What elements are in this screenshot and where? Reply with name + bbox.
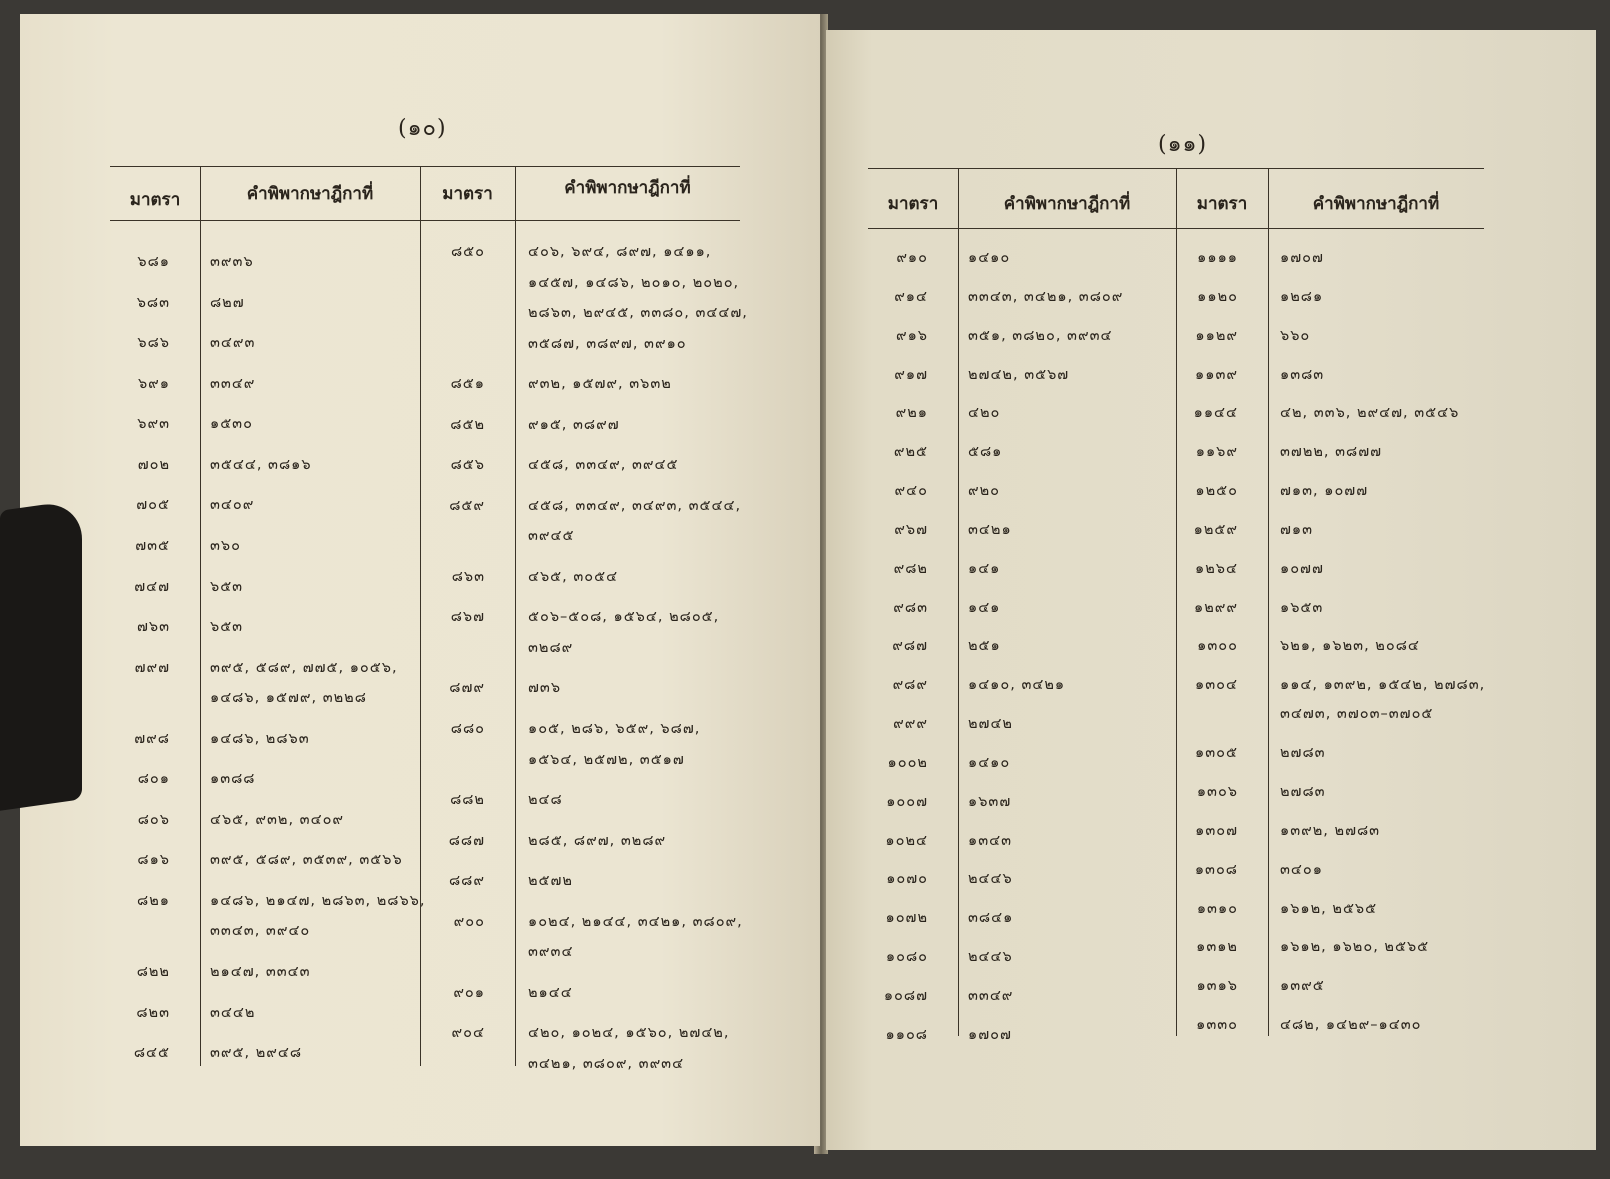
header-judgment: คำพิพากษาฎีกาที่: [1003, 194, 1131, 214]
section-number: ๘๕๒: [450, 416, 485, 433]
section-number: ๙๘๙: [892, 677, 928, 694]
section-number: ๑๓๐๘: [1194, 861, 1238, 878]
section-number: ๙๒๕: [893, 444, 928, 461]
judgment-numbers: ๔๕๘, ๓๓๔๙, ๓๙๔๕: [528, 457, 679, 474]
column-divider: [1268, 168, 1269, 1036]
judgment-numbers: ๑๗๐๗: [1280, 250, 1324, 266]
judgment-numbers: ๙๑๕, ๓๘๙๗: [528, 416, 620, 433]
section-number: ๑๓๑๐: [1196, 900, 1238, 917]
section-number: ๘๒๑: [137, 892, 170, 909]
section-number: ๑๐๘๗: [883, 987, 928, 1004]
section-number: ๘๒๒: [136, 964, 170, 981]
judgment-numbers: ๓๙๕, ๕๘๙, ๓๕๓๙, ๓๕๖๖: [210, 852, 403, 869]
section-number: ๑๓๐๖: [1196, 784, 1238, 801]
judgment-numbers: ๑๔๑: [968, 599, 1001, 616]
section-number: ๑๐๒๔: [885, 832, 928, 849]
section-number: ๑๐๐๗: [886, 793, 928, 810]
judgment-numbers: ๑๑๔, ๑๓๙๒, ๑๕๔๒, ๒๗๘๓,: [1280, 677, 1486, 694]
section-number: ๗๖๓: [136, 619, 170, 636]
section-number: ๙๑๔: [894, 288, 928, 305]
section-number: ๑๐๗๒: [885, 910, 928, 927]
judgment-numbers: ๖๕๓: [210, 578, 244, 595]
judgment-numbers: ๒๔๘: [528, 792, 563, 809]
section-number: ๑๑๒๐: [1197, 288, 1238, 305]
column-divider: [200, 166, 201, 1066]
section-number: ๑๐๗๐: [886, 871, 928, 888]
header-judgment: คำพิพากษาฎีกาที่: [564, 178, 691, 198]
judgment-numbers: ๔๕๘, ๓๓๔๙, ๓๔๙๓, ๓๕๔๔,: [528, 497, 742, 514]
judgment-numbers: ๓๙๕, ๒๙๔๘: [210, 1045, 303, 1062]
section-number: ๙๑๐: [896, 250, 928, 266]
section-number: ๖๙๓: [137, 416, 170, 433]
section-number: ๘๕๑: [450, 376, 485, 393]
judgment-numbers: ๓๙๓๔: [528, 944, 574, 961]
section-number: ๘๘๐: [450, 721, 485, 738]
judgment-numbers: ๓๗๒๒, ๓๘๗๗: [1280, 444, 1383, 461]
page-number: (๑๐): [398, 116, 447, 141]
section-number: ๘๔๕: [133, 1045, 170, 1062]
header-judgment: คำพิพากษาฎีกาที่: [246, 184, 374, 204]
section-number: ๑๓๑๒: [1196, 939, 1238, 956]
right-page: [826, 30, 1596, 1150]
judgment-numbers: ๑๔๕๗, ๑๔๘๖, ๒๐๑๐, ๒๐๒๐,: [528, 274, 740, 291]
judgment-numbers: ๑๔๘๖, ๒๘๖๓: [210, 730, 310, 747]
section-number: ๘๐๖: [137, 811, 170, 828]
judgment-numbers: ๒๑๔๔: [528, 984, 573, 1001]
judgment-numbers: ๖๒๑, ๑๖๒๓, ๒๐๘๔: [1280, 638, 1420, 655]
judgment-numbers: ๔๒, ๓๓๖, ๒๙๔๗, ๓๕๔๖: [1280, 405, 1460, 422]
section-number: ๑๓๐๗: [1195, 822, 1238, 839]
section-number: ๗๓๕: [135, 537, 170, 554]
judgment-numbers: ๙๒๐: [968, 483, 1001, 500]
judgment-numbers: ๒๗๔๒, ๓๕๖๗: [968, 366, 1070, 383]
judgment-numbers: ๒๗๔๒: [968, 716, 1013, 733]
section-number: ๑๒๖๔: [1195, 560, 1238, 577]
judgment-numbers: ๑๖๕๓: [1280, 599, 1324, 616]
section-number: ๑๓๐๕: [1195, 745, 1238, 762]
judgment-numbers: ๑๒๘๑: [1280, 288, 1324, 305]
judgment-numbers: ๔๐๖, ๖๙๔, ๘๙๗, ๑๔๑๑,: [528, 244, 712, 260]
section-number: ๑๒๕๙: [1193, 521, 1238, 538]
section-number: ๗๔๗: [134, 578, 170, 595]
judgment-numbers: ๑๐๕, ๒๘๖, ๖๕๙, ๖๘๗,: [528, 721, 701, 738]
judgment-numbers: ๑๓๔๓: [968, 832, 1013, 849]
section-number: ๙๐๑: [453, 984, 485, 1001]
judgment-numbers: ๓๓๔๙: [968, 987, 1014, 1004]
left-page: [20, 14, 820, 1146]
header-section: มาตรา: [887, 194, 939, 214]
judgment-numbers: ๒๕๗๒: [528, 873, 573, 890]
judgment-numbers: ๑๖๑๒, ๒๕๖๕: [1280, 900, 1378, 917]
header-section: มาตรา: [129, 190, 181, 210]
judgment-numbers: ๔๒๐: [968, 405, 1001, 422]
section-number: ๑๑๐๘: [885, 1026, 928, 1043]
section-number: ๖๘๖: [137, 335, 170, 352]
column-divider: [958, 168, 959, 1036]
judgment-numbers: ๙๓๒, ๑๕๗๙, ๓๖๓๒: [528, 376, 672, 393]
judgment-numbers: ๓๙๕, ๕๘๙, ๗๗๕, ๑๐๕๖,: [210, 659, 398, 676]
judgment-numbers: ๖๖๐: [1280, 327, 1311, 344]
judgment-numbers: ๒๗๘๓: [1280, 784, 1326, 801]
judgment-numbers: ๗๓๖: [528, 680, 562, 697]
judgment-numbers: ๓๔๒๑: [968, 521, 1012, 538]
section-number: ๑๒๕๐: [1195, 483, 1238, 500]
section-number: ๗๐๒: [137, 456, 170, 473]
judgment-numbers: ๑๔๑: [968, 560, 1001, 577]
judgment-numbers: ๔๖๕, ๓๐๕๔: [528, 568, 619, 585]
judgment-numbers: ๔๖๕, ๙๓๒, ๓๔๐๙: [210, 811, 345, 828]
judgment-numbers: ๓๙๓๖: [210, 254, 254, 270]
section-number: ๑๓๐๐: [1197, 638, 1238, 655]
judgment-numbers: ๒๕๑: [968, 638, 1001, 655]
section-number: ๙๙๙: [893, 716, 928, 733]
judgment-numbers: ๑๔๘๖, ๒๑๔๗, ๒๘๖๓, ๒๘๖๖,: [210, 892, 426, 909]
column-divider: [515, 166, 516, 1066]
header-section: มาตรา: [1196, 194, 1248, 214]
judgment-numbers: ๓๔๒๑, ๓๘๐๙, ๓๙๓๔: [528, 1055, 685, 1072]
section-number: ๑๑๑๑: [1197, 250, 1238, 266]
judgment-numbers: ๗๑๓: [1280, 521, 1314, 538]
section-number: ๘๖๗: [450, 609, 485, 626]
section-number: ๑๑๔๔: [1193, 405, 1238, 422]
section-number: ๙๒๑: [895, 405, 928, 422]
judgment-numbers: ๑๔๑๐: [968, 754, 1011, 771]
section-number: ๑๑๓๙: [1195, 366, 1238, 383]
section-number: ๑๐๐๒: [887, 754, 928, 771]
judgment-numbers: ๑๓๘๘: [210, 771, 256, 788]
judgment-numbers: ๑๓๙๒, ๒๗๘๓: [1280, 822, 1381, 839]
judgment-numbers: ๒๑๔๗, ๓๓๔๓: [210, 964, 311, 981]
section-number: ๙๔๐: [894, 483, 928, 500]
section-number: ๖๙๑: [137, 375, 170, 392]
header-top-rule: [110, 166, 740, 167]
judgment-numbers: ๕๐๖–๕๐๘, ๑๕๖๔, ๒๘๐๕,: [528, 609, 720, 626]
judgment-numbers: ๒๗๘๓: [1280, 745, 1326, 762]
section-number: ๑๒๙๙: [1193, 599, 1238, 616]
section-number: ๗๙๘: [134, 730, 170, 747]
section-number: ๘๖๓: [451, 568, 485, 585]
section-number: ๙๑๖: [895, 327, 928, 344]
section-number: ๑๓๓๐: [1196, 1017, 1238, 1034]
page-number: (๑๑): [1158, 132, 1208, 157]
section-number: ๙๐๐: [453, 913, 485, 930]
cloth-edge: [0, 499, 82, 811]
header-section: มาตรา: [442, 184, 493, 204]
judgment-numbers: ๑๕๖๔, ๒๕๗๒, ๓๕๑๗: [528, 751, 685, 768]
section-number: ๙๘๒: [893, 560, 928, 577]
judgment-numbers: ๓๘๔๑: [968, 910, 1014, 927]
judgment-numbers: ๑๓๘๓: [1280, 366, 1325, 383]
judgment-numbers: ๗๑๓, ๑๐๗๗: [1280, 483, 1369, 500]
section-number: ๙๖๗: [894, 521, 928, 538]
judgment-numbers: ๑๗๐๗: [968, 1026, 1012, 1043]
judgment-numbers: ๓๔๗๓, ๓๗๐๓–๓๗๐๕: [1280, 706, 1434, 723]
judgment-numbers: ๕๘๑: [968, 444, 1003, 461]
header-judgment: คำพิพากษาฎีกาที่: [1312, 194, 1440, 214]
section-number: ๘๘๗: [448, 832, 485, 849]
judgment-numbers: ๓๙๔๕: [528, 528, 575, 545]
section-number: ๘๒๓: [136, 1004, 170, 1021]
judgment-numbers: ๒๔๔๖: [968, 871, 1013, 888]
section-number: ๘๕๖: [450, 457, 485, 474]
judgment-numbers: ๑๕๓๐: [210, 416, 253, 433]
section-number: ๘๕๐: [450, 244, 485, 260]
section-number: ๘๘๙: [449, 873, 485, 890]
judgment-numbers: ๓๕๑, ๓๘๒๐, ๓๙๓๔: [968, 327, 1113, 344]
section-number: ๙๘๗: [892, 638, 928, 655]
judgment-numbers: ๓๕๔๔, ๓๘๑๖: [210, 456, 312, 473]
judgment-numbers: ๑๔๘๖, ๑๕๗๙, ๓๒๒๘: [210, 690, 367, 707]
judgment-numbers: ๑๔๑๐: [968, 250, 1011, 266]
section-number: ๙๐๔: [451, 1025, 485, 1042]
judgment-numbers: ๓๓๔๓, ๓๙๔๐: [210, 923, 311, 940]
judgment-numbers: ๑๐๒๔, ๒๑๔๔, ๓๔๒๑, ๓๘๐๙,: [528, 913, 743, 930]
section-number: ๘๗๙: [449, 680, 485, 697]
judgment-numbers: ๓๔๔๒: [210, 1004, 256, 1021]
section-number: ๗๙๗: [134, 659, 170, 676]
judgment-numbers: ๒๘๕, ๘๙๗, ๓๒๘๙: [528, 832, 667, 849]
judgment-numbers: ๓๔๐๙: [210, 497, 255, 514]
section-number: ๑๐๘๐: [885, 949, 928, 966]
judgment-numbers: ๓๔๙๓: [210, 335, 256, 352]
section-number: ๘๕๙: [449, 497, 485, 514]
judgment-numbers: ๔๘๒, ๑๔๒๙–๑๔๓๐: [1280, 1017, 1422, 1034]
judgment-numbers: ๔๒๐, ๑๐๒๔, ๑๕๖๐, ๒๗๔๒,: [528, 1025, 730, 1042]
section-number: ๘๐๑: [137, 771, 170, 788]
section-number: ๘๑๖: [137, 852, 170, 869]
judgment-numbers: ๓๓๔๓, ๓๔๒๑, ๓๘๐๙: [968, 288, 1124, 305]
judgment-numbers: ๘๒๗: [210, 294, 245, 311]
section-number: ๗๐๕: [136, 497, 170, 514]
judgment-numbers: ๓๓๔๙: [210, 375, 256, 392]
judgment-numbers: ๓๔๐๑: [1280, 861, 1323, 878]
judgment-numbers: ๑๖๑๒, ๑๖๒๐, ๒๕๖๕: [1280, 939, 1430, 956]
section-number: ๑๓๑๖: [1196, 978, 1238, 995]
judgment-numbers: ๑๔๑๐, ๓๔๒๑: [968, 677, 1066, 694]
judgment-numbers: ๑๖๓๗: [968, 793, 1012, 810]
judgment-numbers: ๓๒๘๙: [528, 639, 574, 656]
judgment-numbers: ๖๕๓: [210, 619, 244, 636]
section-number: ๑๑๒๙: [1195, 327, 1238, 344]
section-number: ๙๘๓: [893, 599, 928, 616]
judgment-numbers: ๒๔๔๖: [968, 949, 1013, 966]
section-number: ๙๑๗: [894, 366, 928, 383]
judgment-numbers: ๑๓๙๕: [1280, 978, 1325, 995]
section-number: ๑๑๖๙: [1195, 444, 1238, 461]
header-bottom-rule: [110, 220, 740, 221]
judgment-numbers: ๓๕๘๗, ๓๘๙๗, ๓๙๑๐: [528, 335, 687, 352]
judgment-numbers: ๓๖๐: [210, 537, 241, 554]
section-number: ๑๓๐๔: [1195, 677, 1238, 694]
section-number: ๖๘๑: [137, 254, 170, 270]
judgment-numbers: ๑๐๗๗: [1280, 560, 1324, 577]
judgment-numbers: ๒๘๖๓, ๒๙๔๕, ๓๓๘๐, ๓๔๔๗,: [528, 305, 748, 321]
section-number: ๘๘๒: [450, 792, 485, 809]
section-number: ๖๘๓: [136, 294, 170, 311]
